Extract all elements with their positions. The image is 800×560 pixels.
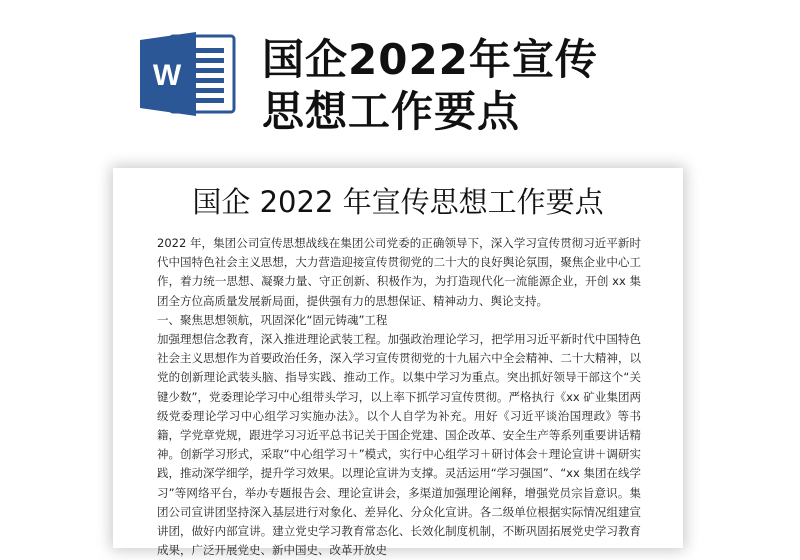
header-banner (0, 0, 800, 160)
paragraph-intro: 2022 年，集团公司宣传思想战线在集团公司党委的正确领导下，深入学习宣传贯彻习近平新时代中国特色社会主义思想，大力营造迎接宣传贯彻党的二十大的良好舆论氛围，聚焦企业中心工作，着力统一思想、凝聚力量、守正创新、积极作为，为打造现代化一流能源企业，开创 xx 集团全方位高质量发展新局面，提供强有力的思想保证、精神动力、舆论支持。 (157, 236, 641, 308)
word-doc-icon (140, 30, 238, 118)
banner-title (262, 34, 662, 138)
section-heading: 一、聚焦思想领航，巩固深化“固元铸魂”工程 (157, 312, 388, 327)
svg-text:W: W (152, 59, 182, 92)
document-title: 国企 2022 年宣传思想工作要点 (192, 185, 604, 219)
banner-title-line2: 思想工作要点 (262, 87, 521, 136)
document-body (157, 234, 641, 560)
paragraph-body: 加强理想信念教育，深入推进理论武装工程。加强政治理论学习，把学用习近平新时代中国特色社会主义思想作为首要政治任务，深入学习宣传贯彻党的十九届六中全会精神、二十大精神，以党的创新理论武装头脑、指导实践、推动工作。以集中学习为重点。突出抓好领导干部这个“关键少数”，党委理论学习中心组带头学习，以上率下抓学习宣传贯彻。严格执行《xx 矿业集团两级党委理论学习中心组学习实施办法》。以个人自学为补充。用好《习近平谈治国理政》等书籍，学党章党规，跟进学习习近平总书记关于国企党建、国企改革、安全生产等系列重要讲话精神。创新学习形式，采取“中心组学习＋”模式，实行中心组学习＋研讨体会＋理论宣讲＋调研实践，推动深学细学，提升学习效果。以理论宣讲为支撑。灵活运用“学习强国”、“xx 集团在线学习”等网络平台，举办专题报告会、理论宣讲会，多渠道加强理论阐释，增强党员宗旨意识。集团公司宣讲团坚持深入基层进行对象化、差异化、分众化宣讲。各二级单位根据实际情况组建宣讲团，做好内部宣讲。建立党史学习教育常态化、长效化制度机制，不断巩固拓展党史学习教育成果，广泛开展党史、新中国史、改革开放史 (157, 332, 641, 558)
banner-title-line1: 国企2022年宣传 (262, 35, 598, 84)
document-page (113, 168, 683, 558)
